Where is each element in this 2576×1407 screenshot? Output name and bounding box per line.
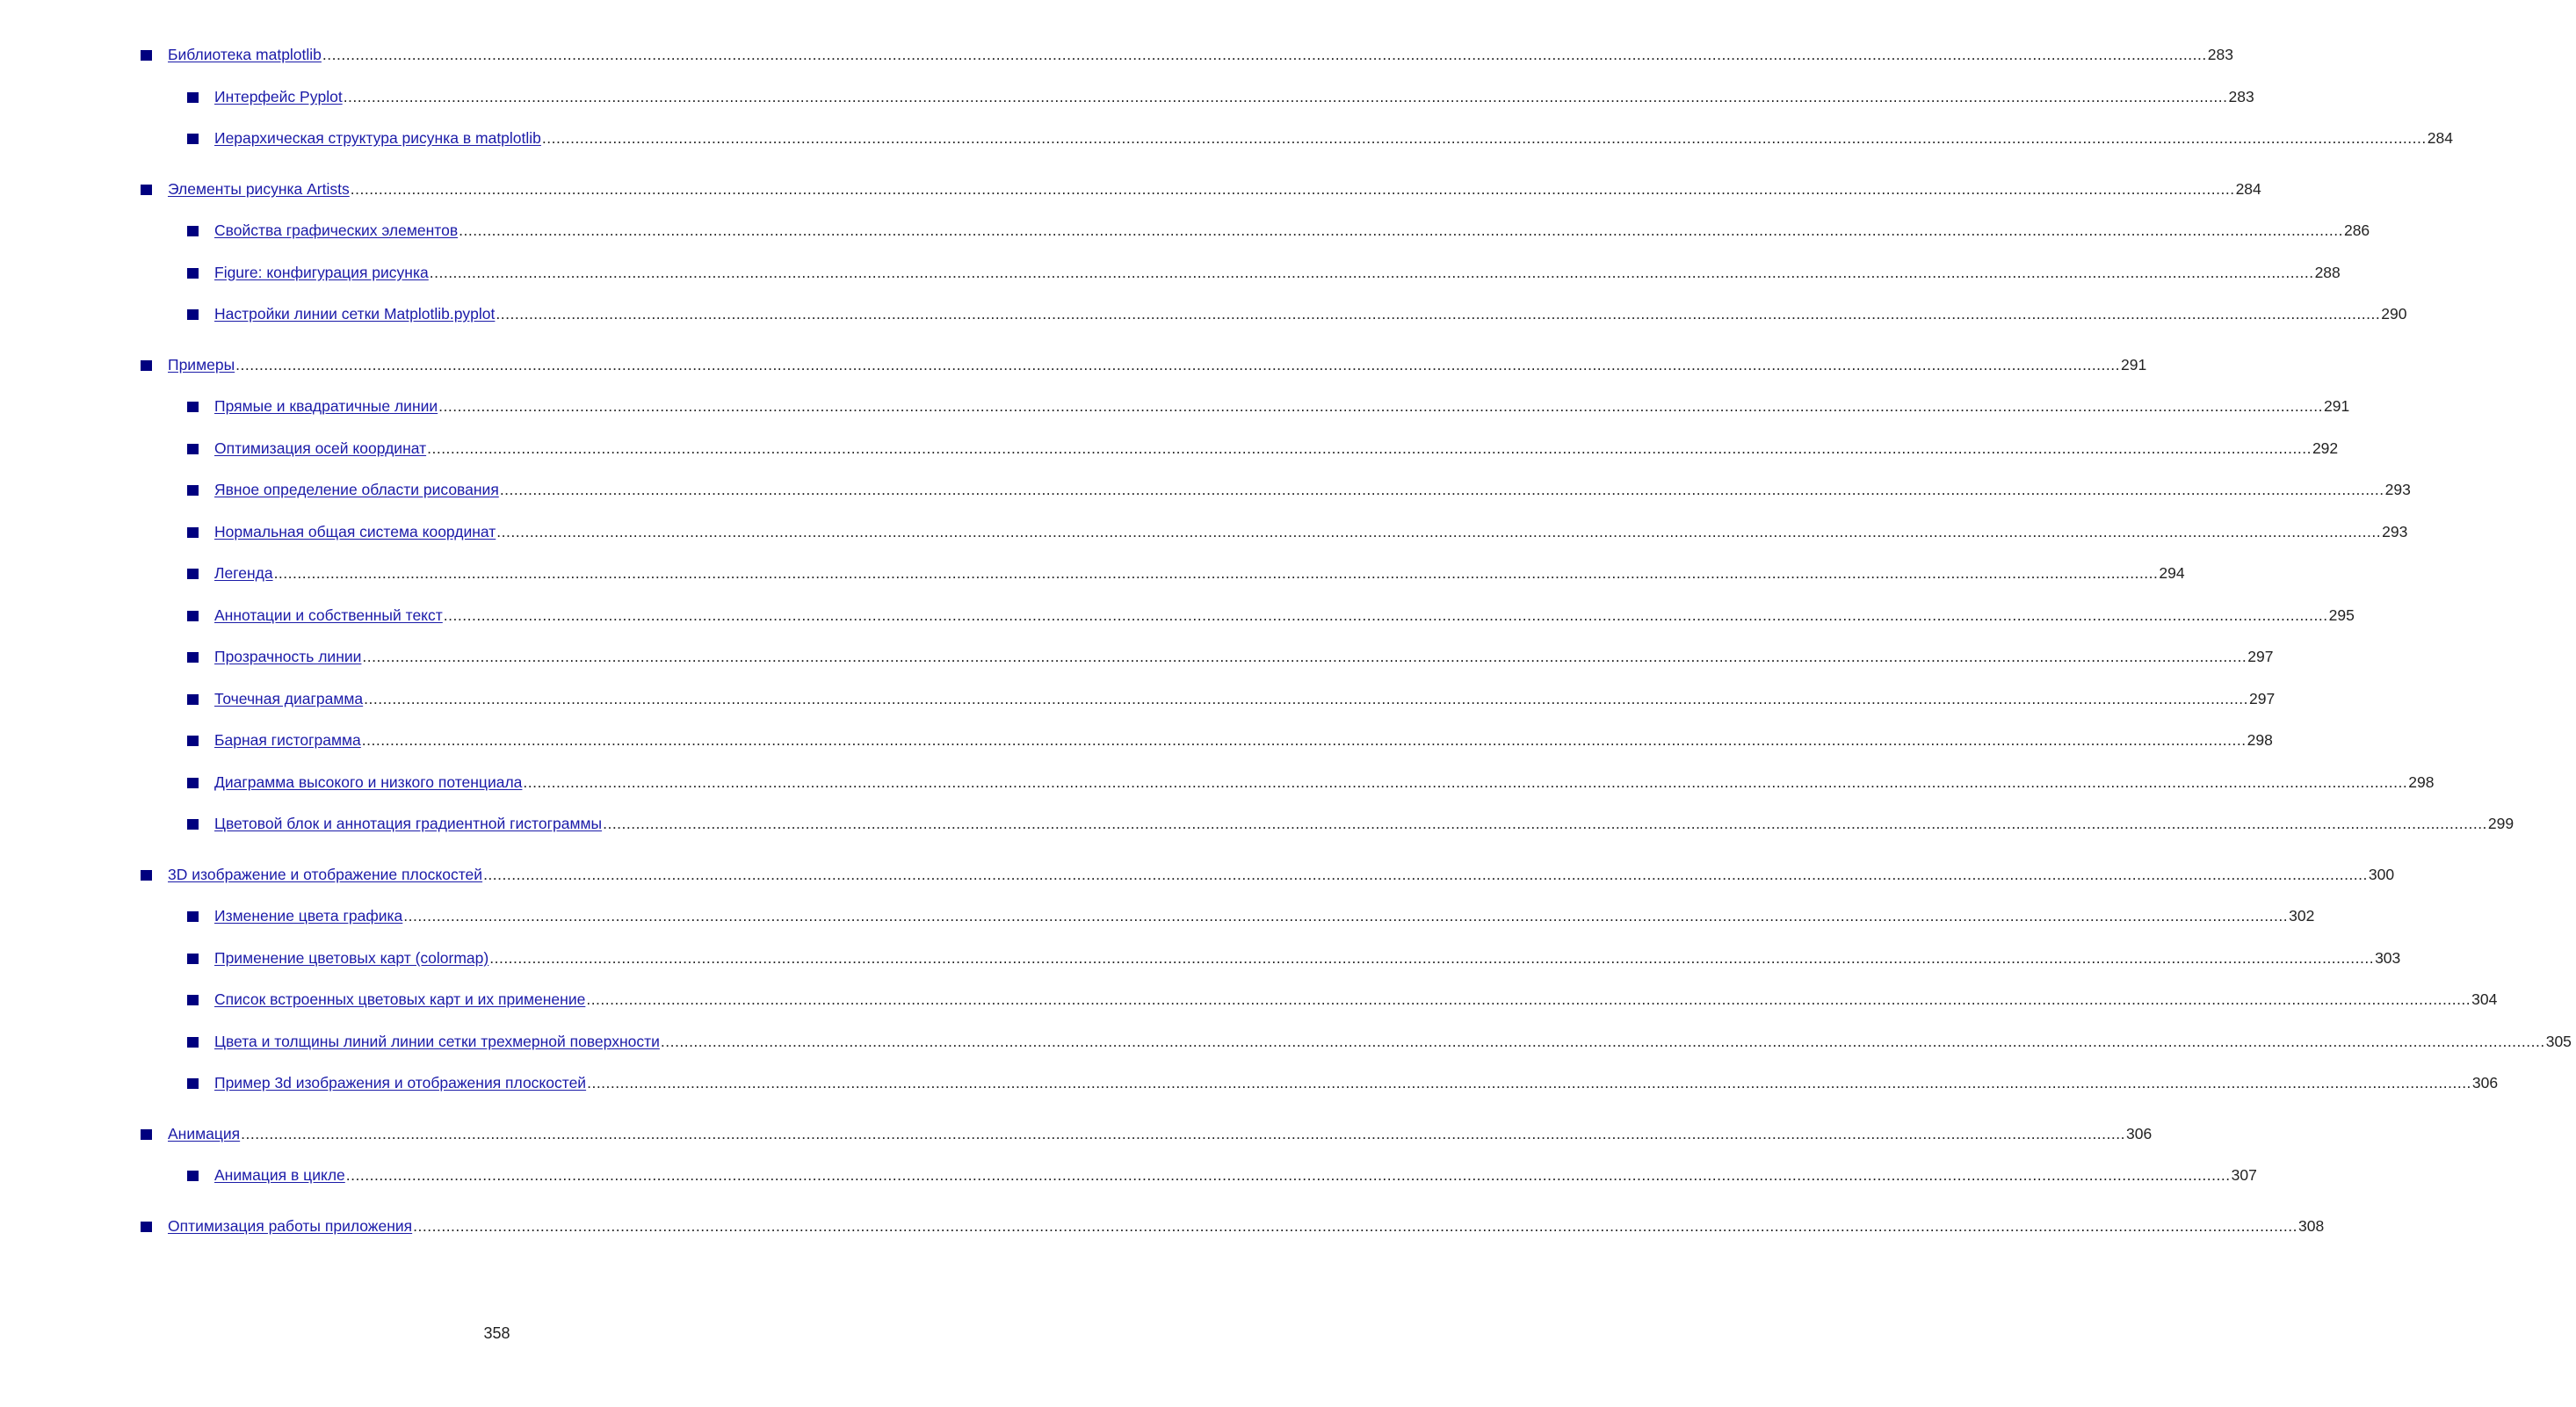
toc-entry-page: 295 — [2328, 606, 2355, 624]
toc-entry-subsection[interactable] — [187, 772, 2435, 798]
toc-entry-page: 284 — [2427, 129, 2453, 147]
dot-leader: ................................................................................................................................................................................................................................................................................................................................................................................................................ — [459, 221, 2343, 239]
toc-entry-page: 283 — [2207, 46, 2233, 63]
toc-entry-subsection[interactable] — [187, 689, 2276, 714]
dot-leader: ................................................................................................................................................................................................................................................................................................................................................................................................................ — [496, 522, 2382, 540]
toc-entry-subsection[interactable] — [187, 305, 2407, 330]
toc-entry-title[interactable]: Оптимизация работы приложения — [168, 1216, 413, 1235]
toc-entry-page: 303 — [2375, 948, 2401, 967]
square-bullet-icon — [187, 226, 199, 236]
toc-entry-subsection[interactable] — [187, 648, 2274, 672]
toc-entry-title[interactable]: Figure: конфигурация рисунка — [214, 263, 429, 281]
toc-entry-page: 299 — [2487, 815, 2514, 832]
toc-entry-subsection[interactable] — [187, 815, 2514, 839]
square-bullet-icon — [187, 134, 199, 144]
dot-leader: ................................................................................................................................................................................................................................................................................................................................................................................................................ — [345, 1166, 2231, 1184]
square-bullet-icon — [187, 911, 199, 922]
toc-entry-subsection[interactable] — [187, 522, 2408, 548]
square-bullet-icon — [187, 995, 199, 1005]
toc-entry-page: 304 — [2471, 990, 2498, 1008]
toc-entry-page: 291 — [2121, 355, 2147, 374]
toc-entry-page: 302 — [2289, 907, 2315, 925]
toc-entry-page: 297 — [2248, 689, 2276, 707]
dot-leader: ................................................................................................................................................................................................................................................................................................................................................................................................................ — [364, 689, 2248, 707]
square-bullet-icon — [187, 778, 199, 788]
toc-entry-subsection[interactable] — [187, 564, 2185, 589]
dot-leader: ................................................................................................................................................................................................................................................................................................................................................................................................................ — [343, 87, 2228, 105]
toc-entry-title[interactable]: Аннотации и собственный текст — [214, 606, 443, 624]
dot-leader: ................................................................................................................................................................................................................................................................................................................................................................................................................ — [362, 648, 2247, 665]
toc-entry-title[interactable]: Интерфейс Pyplot — [214, 87, 343, 105]
toc-entry-title[interactable]: Барная гистограмма — [214, 731, 361, 749]
toc-entry-title[interactable]: Примеры — [168, 355, 235, 374]
dot-leader: ................................................................................................................................................................................................................................................................................................................................................................................................................ — [429, 263, 2314, 281]
toc-entry-section[interactable] — [141, 1124, 2153, 1150]
dot-leader: ................................................................................................................................................................................................................................................................................................................................................................................................................ — [235, 355, 2120, 374]
toc-entry-section[interactable] — [141, 1216, 2325, 1242]
toc-entry-page: 297 — [2247, 648, 2274, 665]
toc-entry-title[interactable]: Прямые и квадратичные линии — [214, 397, 438, 415]
square-bullet-icon — [187, 1171, 199, 1181]
dot-leader: ................................................................................................................................................................................................................................................................................................................................................................................................................ — [483, 865, 2368, 883]
toc-entry-page: 306 — [2471, 1074, 2499, 1092]
dot-leader: ................................................................................................................................................................................................................................................................................................................................................................................................................ — [541, 129, 2427, 147]
toc-entry-page: 305 — [2545, 1032, 2572, 1050]
dot-leader: ................................................................................................................................................................................................................................................................................................................................................................................................................ — [586, 990, 2471, 1008]
toc-entry-title[interactable]: Явное определение области рисования — [214, 481, 499, 498]
square-bullet-icon — [187, 819, 199, 830]
toc-entry-subsection[interactable] — [187, 731, 2273, 756]
square-bullet-icon — [187, 1078, 199, 1089]
toc-entry-section[interactable] — [141, 355, 2147, 381]
square-bullet-icon — [141, 1222, 152, 1232]
dot-leader: ................................................................................................................................................................................................................................................................................................................................................................................................................ — [403, 907, 2289, 925]
toc-entry-page: 288 — [2314, 263, 2341, 281]
toc-entry-subsection[interactable] — [187, 990, 2498, 1015]
toc-entry-page: 284 — [2235, 179, 2261, 198]
toc-entry-title[interactable]: Точечная диаграмма — [214, 689, 364, 707]
toc-entry-section[interactable] — [141, 865, 2395, 890]
toc-entry-page: 293 — [2384, 481, 2411, 498]
toc-entry-subsection[interactable] — [187, 606, 2355, 631]
dot-leader: ................................................................................................................................................................................................................................................................................................................................................................................................................ — [499, 481, 2384, 498]
square-bullet-icon — [187, 611, 199, 621]
square-bullet-icon — [187, 736, 199, 746]
toc-entry-title[interactable]: Настройки линии сетки Matplotlib.pyplot — [214, 305, 496, 323]
toc-entry-page: 286 — [2343, 221, 2370, 239]
toc-entry-title[interactable]: Применение цветовых карт (colormap) — [214, 948, 489, 967]
toc-entry-page: 293 — [2382, 522, 2408, 540]
toc-entry-title[interactable]: Пример 3d изображения и отображения плоскостей — [214, 1074, 587, 1092]
dot-leader: ................................................................................................................................................................................................................................................................................................................................................................................................................ — [361, 731, 2247, 749]
toc-entry-page: 300 — [2368, 865, 2395, 883]
toc-entry-page: 308 — [2297, 1216, 2325, 1235]
toc-entry-section[interactable] — [141, 179, 2261, 205]
dot-leader: ................................................................................................................................................................................................................................................................................................................................................................................................................ — [496, 305, 2381, 323]
toc-entry-page: 283 — [2228, 87, 2254, 105]
toc-entry-subsection[interactable] — [187, 439, 2339, 464]
toc-entry-subsection[interactable] — [187, 1074, 2499, 1099]
square-bullet-icon — [187, 309, 199, 320]
square-bullet-icon — [187, 402, 199, 412]
toc-entry-page: 290 — [2381, 305, 2407, 323]
dot-leader: ................................................................................................................................................................................................................................................................................................................................................................................................................ — [603, 815, 2487, 832]
toc-entry-title[interactable]: Оптимизация осей координат — [214, 439, 427, 457]
square-bullet-icon — [187, 694, 199, 705]
toc-entry-subsection[interactable] — [187, 87, 2254, 112]
toc-entry-title[interactable]: Цветовой блок и аннотация градиентной гистограммы — [214, 815, 603, 832]
toc-entry-title[interactable]: Нормальная общая система координат — [214, 522, 496, 540]
square-bullet-icon — [141, 185, 152, 195]
toc-entry-title[interactable]: Анимация в цикле — [214, 1166, 345, 1184]
toc-entry-subsection[interactable] — [187, 1032, 2572, 1057]
dot-leader: ................................................................................................................................................................................................................................................................................................................................................................................................................ — [273, 564, 2159, 582]
toc-entry-section[interactable] — [141, 46, 2233, 70]
toc-entry-title[interactable]: Анимация — [168, 1124, 241, 1142]
dot-leader: ................................................................................................................................................................................................................................................................................................................................................................................................................ — [438, 397, 2323, 415]
toc-entry-subsection[interactable] — [187, 397, 2350, 422]
toc-entry-page: 306 — [2125, 1124, 2153, 1142]
toc-entry-page: 292 — [2312, 439, 2339, 457]
toc-entry-title[interactable]: Свойства графических элементов — [214, 221, 459, 239]
dot-leader: ................................................................................................................................................................................................................................................................................................................................................................................................................ — [322, 46, 2207, 63]
toc-entry-title[interactable]: Библиотека matplotlib — [168, 46, 322, 63]
dot-leader: ................................................................................................................................................................................................................................................................................................................................................................................................................ — [443, 606, 2328, 624]
toc-entry-title[interactable]: Иерархическая структура рисунка в matplotlib — [214, 129, 541, 147]
square-bullet-icon — [141, 360, 152, 371]
toc-entry-title[interactable]: Прозрачность линии — [214, 648, 362, 665]
dot-leader: ................................................................................................................................................................................................................................................................................................................................................................................................................ — [427, 439, 2312, 457]
dot-leader: ................................................................................................................................................................................................................................................................................................................................................................................................................ — [350, 179, 2235, 198]
toc-entry-subsection[interactable] — [187, 1166, 2257, 1191]
toc-entry-page: 291 — [2324, 397, 2350, 415]
toc-entry-page: 298 — [2408, 772, 2435, 791]
square-bullet-icon — [187, 485, 199, 496]
toc-entry-page: 307 — [2231, 1166, 2257, 1184]
square-bullet-icon — [187, 652, 199, 663]
toc-entry-title[interactable]: Легенда — [214, 564, 273, 582]
dot-leader: ................................................................................................................................................................................................................................................................................................................................................................................................................ — [660, 1032, 2545, 1050]
square-bullet-icon — [141, 50, 152, 61]
toc-entry-subsection[interactable] — [187, 948, 2401, 974]
toc-entry-subsection[interactable] — [187, 221, 2370, 246]
square-bullet-icon — [187, 92, 199, 103]
square-bullet-icon — [141, 870, 152, 881]
square-bullet-icon — [187, 268, 199, 279]
square-bullet-icon — [187, 527, 199, 538]
toc-entry-page: 298 — [2247, 731, 2273, 749]
dot-leader: ................................................................................................................................................................................................................................................................................................................................................................................................................ — [241, 1124, 2125, 1142]
page-number: 358 — [483, 1324, 510, 1342]
toc-entry-title[interactable]: Цвета и толщины линий линии сетки трехмерной поверхности — [214, 1032, 660, 1050]
toc-entry-title[interactable]: 3D изображение и отображение плоскостей — [168, 865, 483, 883]
toc-entry-subsection[interactable] — [187, 263, 2341, 288]
dot-leader: ................................................................................................................................................................................................................................................................................................................................................................................................................ — [523, 772, 2408, 791]
toc-entry-title[interactable]: Список встроенных цветовых карт и их применение — [214, 990, 586, 1008]
square-bullet-icon — [141, 1129, 152, 1140]
toc-entry-subsection[interactable] — [187, 907, 2315, 932]
toc-entry-title[interactable]: Элементы рисунка Artists — [168, 179, 350, 198]
square-bullet-icon — [187, 1037, 199, 1048]
dot-leader: ................................................................................................................................................................................................................................................................................................................................................................................................................ — [489, 948, 2375, 967]
toc-entry-title[interactable]: Изменение цвета графика — [214, 907, 403, 925]
dot-leader: ................................................................................................................................................................................................................................................................................................................................................................................................................ — [587, 1074, 2471, 1092]
toc-entry-title[interactable]: Диаграмма высокого и низкого потенциала — [214, 772, 523, 791]
square-bullet-icon — [187, 444, 199, 454]
square-bullet-icon — [187, 954, 199, 964]
toc-entry-subsection[interactable] — [187, 481, 2411, 505]
toc-entry-subsection[interactable] — [187, 129, 2453, 154]
square-bullet-icon — [187, 569, 199, 579]
dot-leader: ................................................................................................................................................................................................................................................................................................................................................................................................................ — [413, 1216, 2297, 1235]
toc-entry-page: 294 — [2159, 564, 2185, 582]
